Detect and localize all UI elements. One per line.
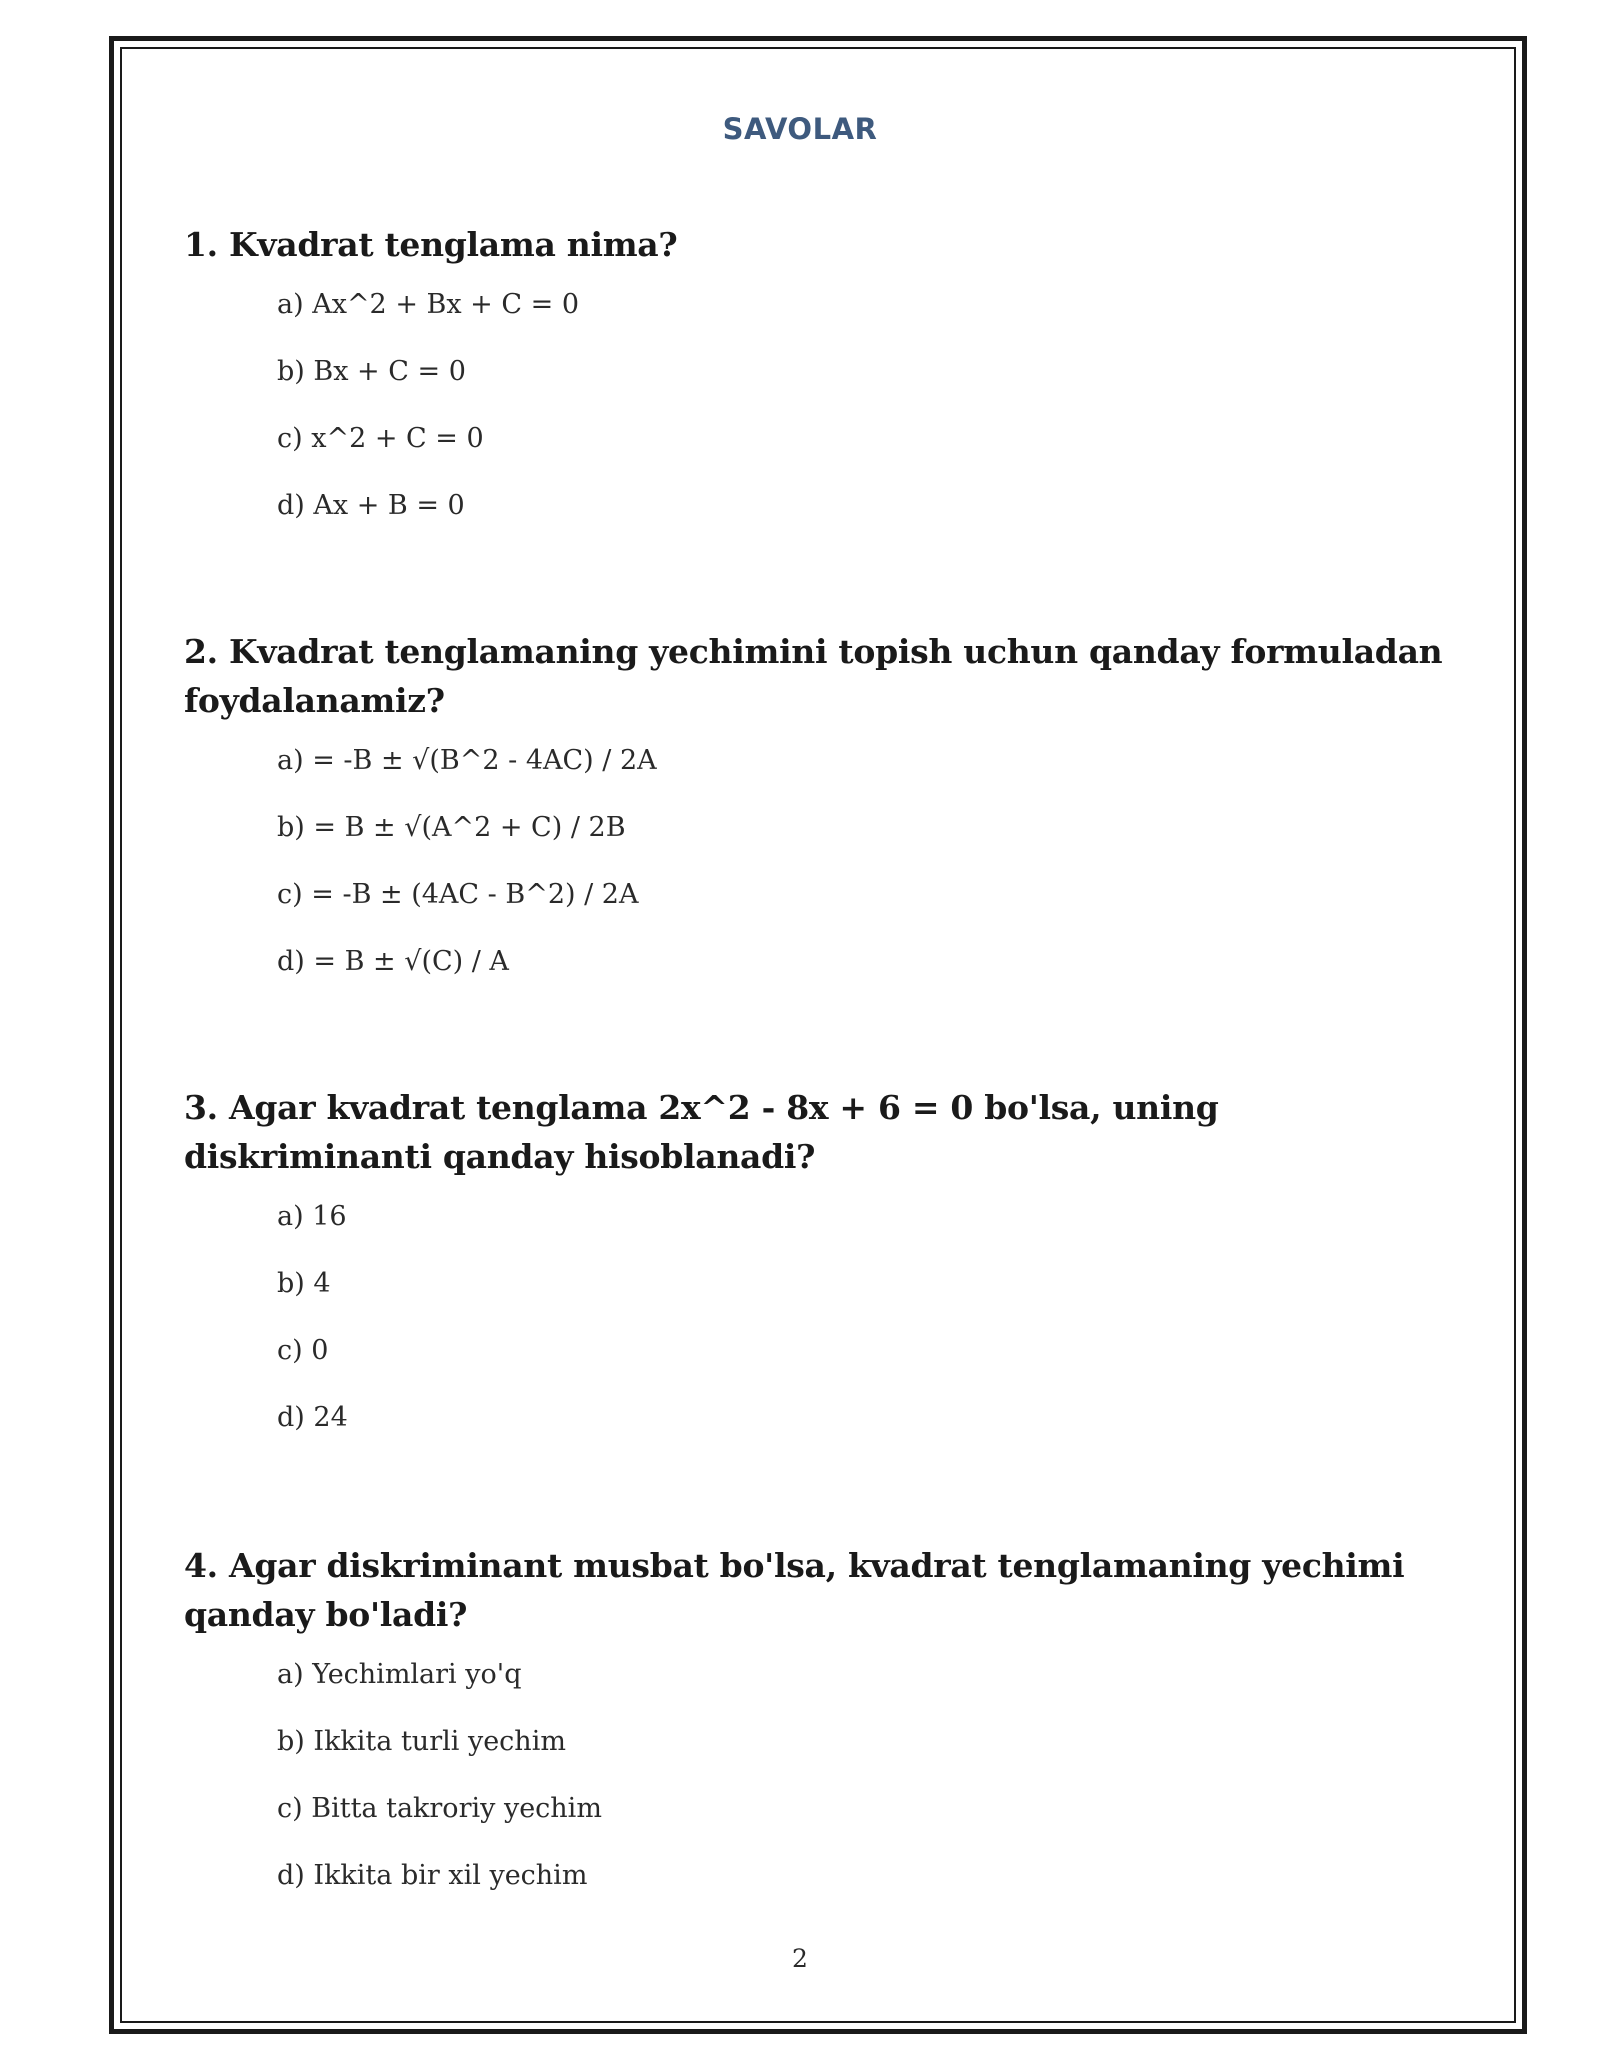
answer-option-a: a) 16 bbox=[277, 1201, 347, 1232]
answer-option-d: d) Ax + B = 0 bbox=[277, 490, 465, 521]
answer-option-a: a) Yechimlari yo'q bbox=[277, 1659, 522, 1690]
answer-option-c: c) 0 bbox=[277, 1335, 329, 1366]
answer-options bbox=[277, 744, 1474, 979]
question-text: 1. Kvadrat tenglama nima? bbox=[184, 225, 678, 264]
answer-option-c: c) x^2 + C = 0 bbox=[277, 423, 484, 454]
answer-option-d: d) 24 bbox=[277, 1402, 348, 1433]
answer-options bbox=[277, 1200, 1474, 1435]
answer-option-d: d) = B ± √(C) / A bbox=[277, 946, 509, 977]
answer-option-d: d) Ikkita bir xil yechim bbox=[277, 1860, 588, 1891]
answer-option-a: a) Ax^2 + Bx + C = 0 bbox=[277, 289, 580, 320]
question-text: 2. Kvadrat tenglamaning yechimini topish uchun qanday formuladan foydalanamiz? bbox=[184, 632, 1443, 720]
question-2 bbox=[184, 627, 1474, 1012]
page-title: SAVOLAR bbox=[722, 112, 878, 146]
question-text: 3. Agar kvadrat tenglama 2x^2 - 8x + 6 = 0 bo'lsa, uning diskriminanti qanday hisoblanadi? bbox=[184, 1088, 1219, 1176]
page-number: 2 bbox=[792, 1944, 808, 1973]
question-1 bbox=[184, 220, 1474, 556]
answer-option-b: b) Bx + C = 0 bbox=[277, 356, 466, 387]
answer-option-b: b) 4 bbox=[277, 1268, 331, 1299]
question-text: 4. Agar diskriminant musbat bo'lsa, kvadrat tenglamaning yechimi qanday bo'ladi? bbox=[184, 1546, 1405, 1634]
answer-options bbox=[277, 1658, 1474, 1893]
answer-option-b: b) Ikkita turli yechim bbox=[277, 1726, 566, 1757]
answer-options bbox=[277, 288, 1474, 523]
question-3 bbox=[184, 1083, 1474, 1468]
answer-option-a: a) = -B ± √(B^2 - 4AC) / 2A bbox=[277, 745, 657, 776]
answer-option-b: b) = B ± √(A^2 + C) / 2B bbox=[277, 812, 626, 843]
answer-option-c: c) Bitta takroriy yechim bbox=[277, 1793, 602, 1824]
question-4 bbox=[184, 1541, 1474, 1926]
answer-option-c: c) = -B ± (4AC - B^2) / 2A bbox=[277, 879, 639, 910]
